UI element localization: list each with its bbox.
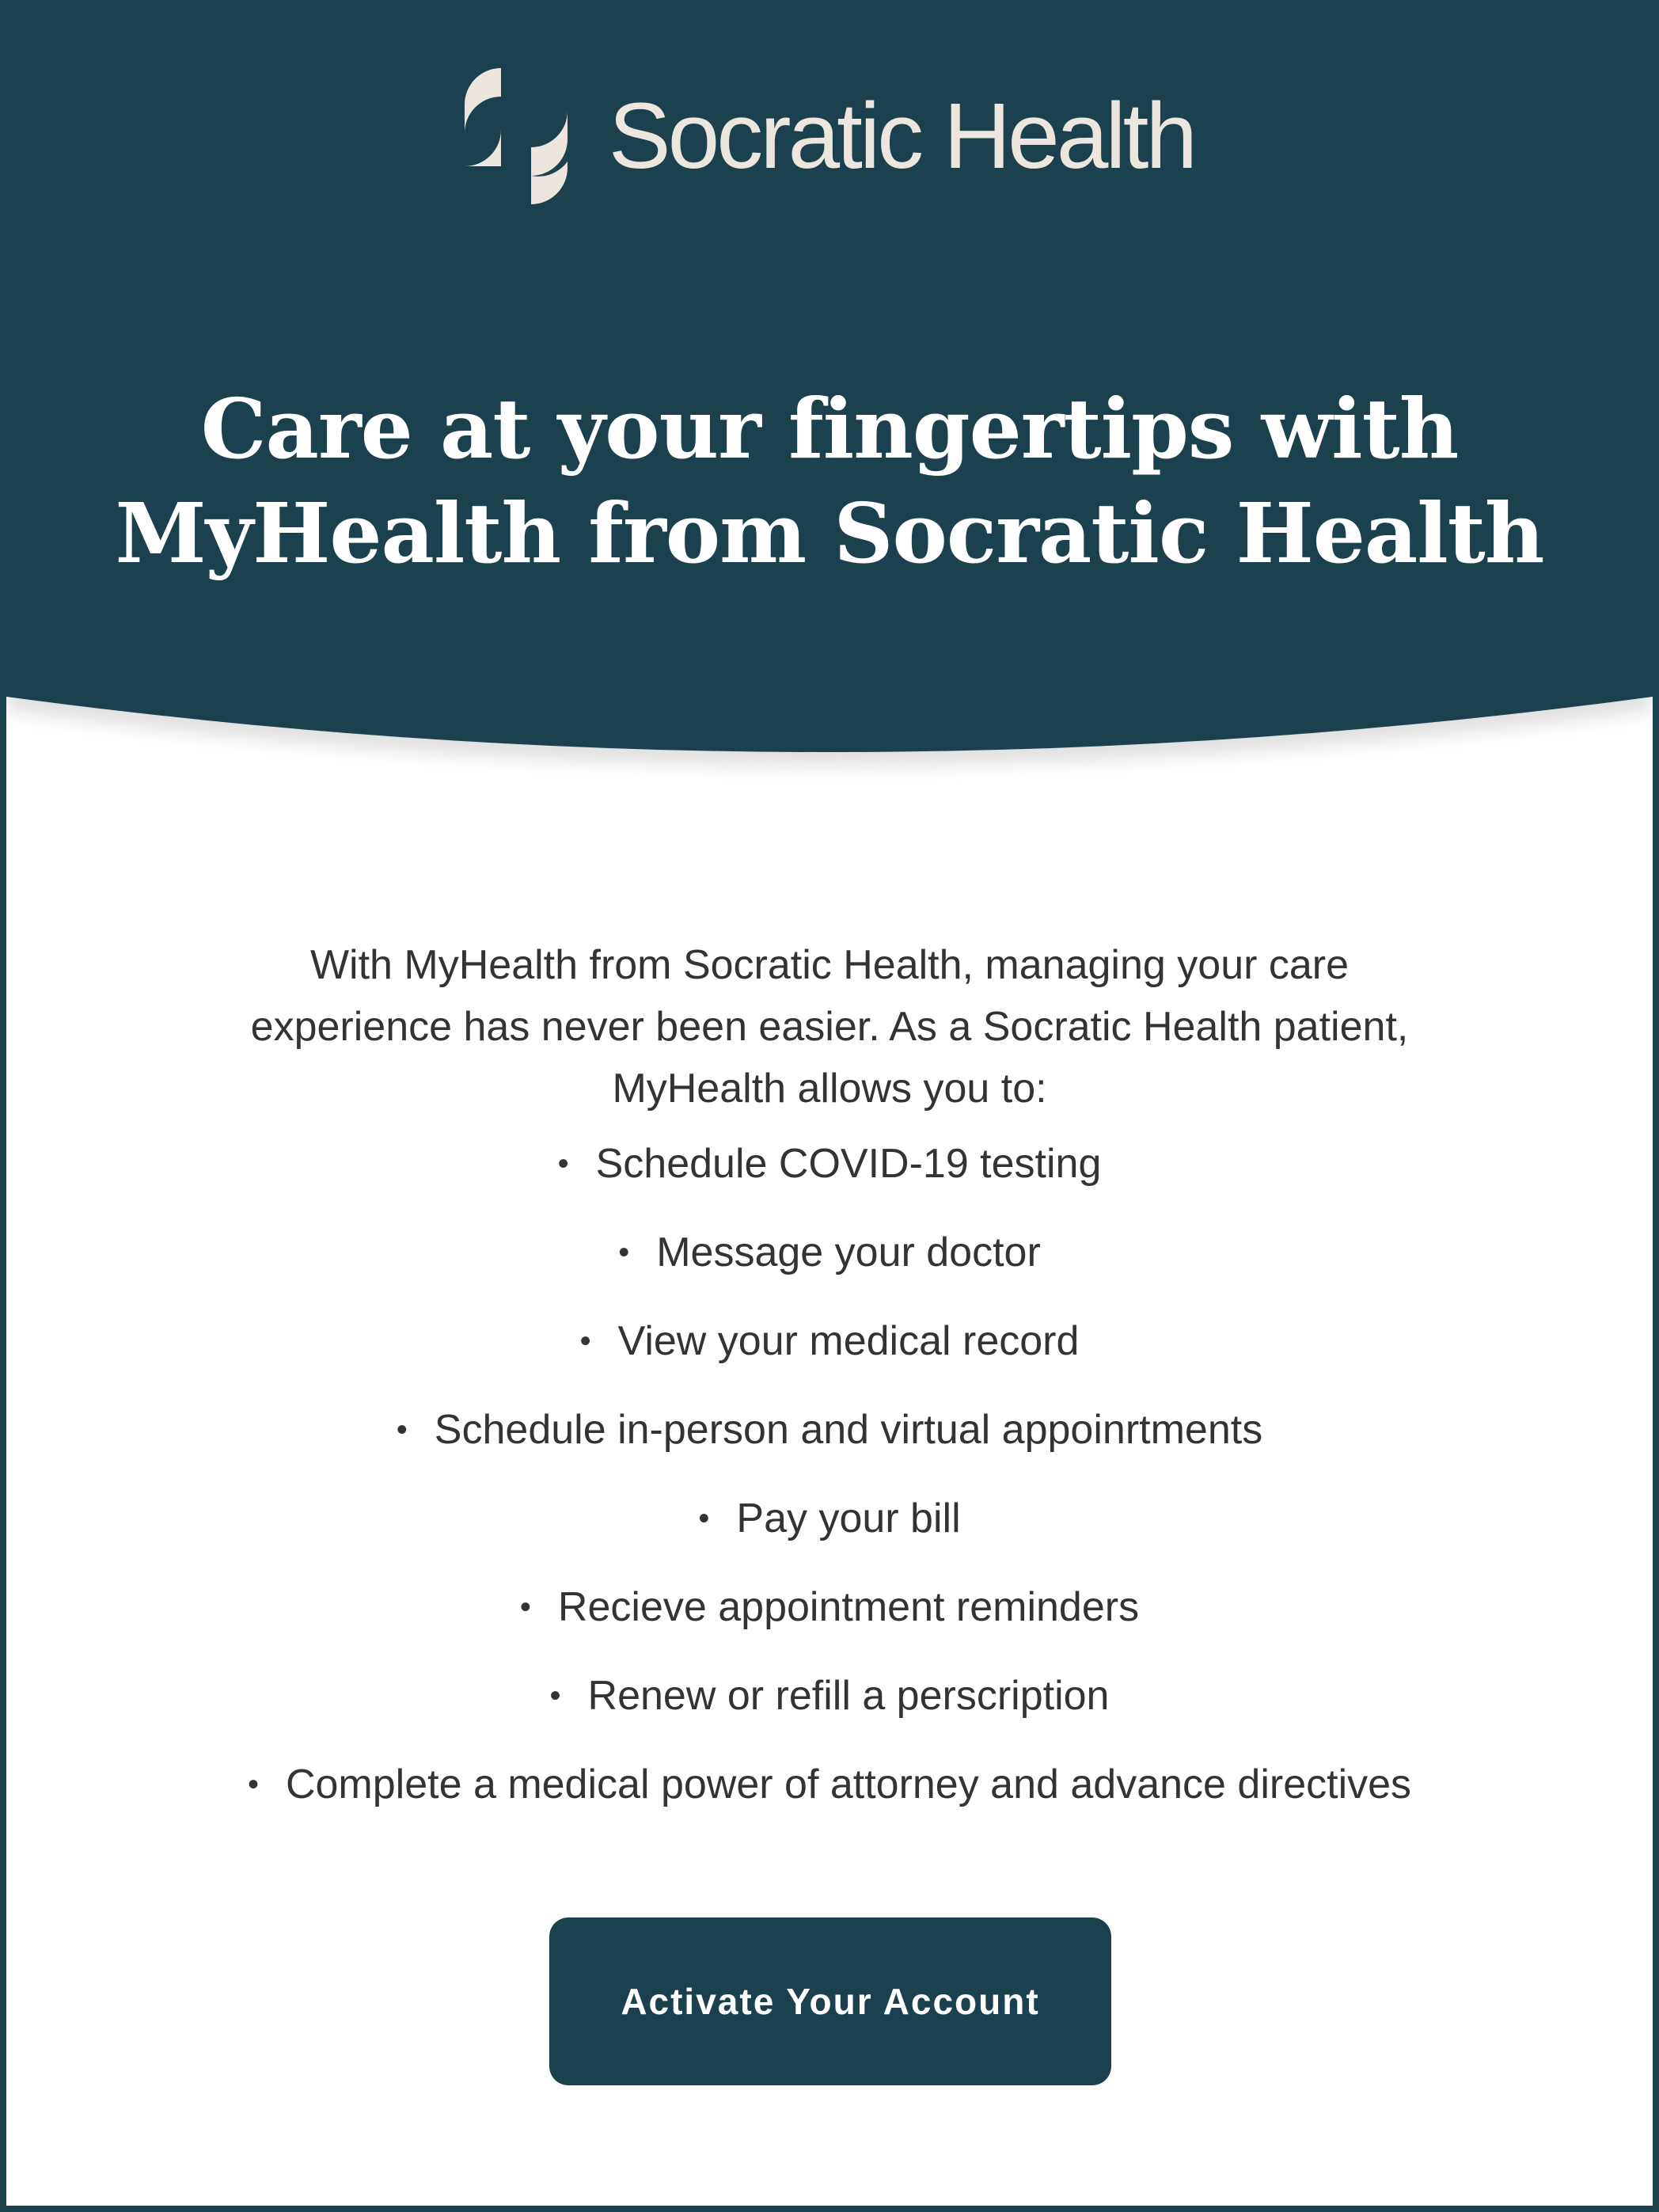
bullet-icon: • [618,1235,630,1270]
list-item [6,1317,1653,1368]
list-item [6,1761,1653,1811]
feature-label: View your medical record [617,1318,1080,1364]
list-item [6,1406,1653,1457]
intro-line-3: MyHealth allows you to: [612,1066,1047,1112]
main-content [6,934,1653,1849]
intro-line-2: experience has never been easier. As a Socratic Health patient, [250,1004,1409,1050]
list-item [6,1583,1653,1634]
feature-label: Message your doctor [656,1230,1041,1275]
intro-paragraph [173,934,1486,1119]
bullet-icon: • [557,1146,569,1181]
brand-name: Socratic Health [608,84,1195,188]
list-item [6,1229,1653,1279]
bullet-icon: • [579,1324,591,1359]
feature-label: Pay your bill [736,1496,961,1541]
activate-account-button[interactable]: Activate Your Account [549,1917,1111,2085]
bullet-icon: • [396,1412,408,1447]
bullet-icon: • [549,1678,561,1713]
feature-label: Recieve appointment reminders [557,1584,1140,1630]
bullet-icon: • [247,1767,259,1802]
page-title [54,377,1605,586]
headline-line-2: MyHealth from Socratic Health [115,485,1544,582]
intro-line-1: With MyHealth from Socratic Health, managing your care [309,942,1350,988]
list-item [6,1672,1653,1723]
feature-label: Schedule in-person and virtual appoinrtments [434,1407,1263,1453]
socratic-health-logo-icon [465,68,568,204]
list-item [6,1140,1653,1191]
list-item [6,1495,1653,1545]
brand-lockup [6,68,1653,204]
hero-header [6,6,1653,798]
headline-line-1: Care at your fingertips with [200,380,1459,477]
bullet-icon: • [698,1501,710,1536]
feature-list [6,1140,1653,1811]
bullet-icon: • [519,1590,531,1625]
feature-label: Renew or refill a perscription [587,1673,1110,1719]
feature-label: Complete a medical power of attorney and advance directives [285,1762,1412,1807]
feature-label: Schedule COVID-19 testing [595,1141,1102,1187]
